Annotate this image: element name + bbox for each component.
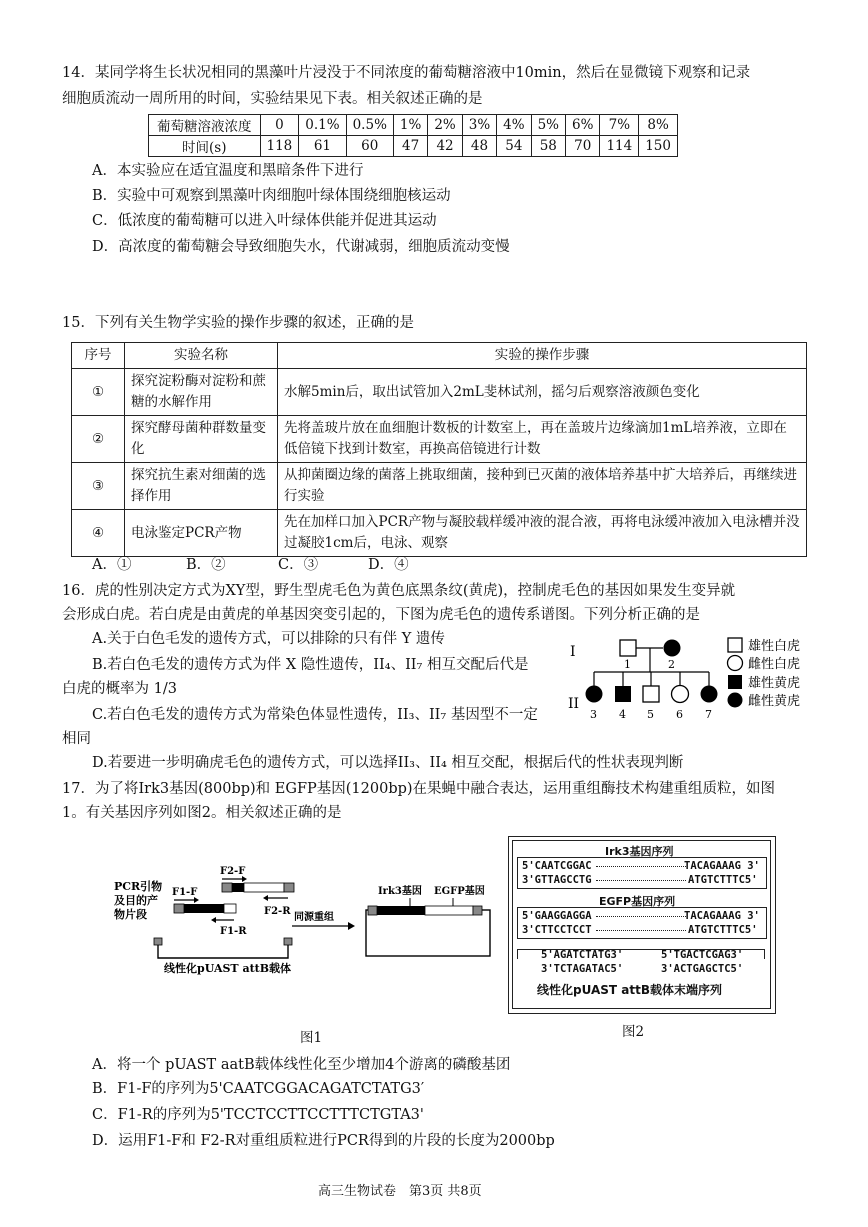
fig1-primer-f2r: F2-R [264, 906, 291, 917]
q15-header-steps: 实验的操作步骤 [278, 343, 807, 369]
fig2-egfp-top-right: TACAGAAAG 3' [684, 910, 760, 922]
pedigree-num-2: 2 [668, 658, 675, 671]
legend-female-yellow: 雌性黄虎 [748, 694, 801, 709]
q16-option-c-line2: 相同 [62, 731, 91, 747]
pedigree-gen-1: I [570, 644, 576, 660]
fig2-irk3-title: Irk3基因序列 [605, 845, 674, 858]
fig2-irk3-top-left: 5'CAATCGGAC [522, 860, 592, 872]
q17-option-b: B．F1-F的序列为5'CAATCGGACAGATCTATG3′ [92, 1081, 425, 1097]
q17-option-d: D．运用F1-F和 F2-R对重组质粒进行PCR得到的片段的长度为2000bp [92, 1133, 555, 1149]
q14-concentration-cell: 4% [497, 115, 531, 136]
page-footer: 高三生物试卷 第3页 共8页 [318, 1184, 482, 1199]
q15-row-name: 电泳鉴定PCR产物 [125, 510, 278, 557]
fig1-label-1: PCR引物 [114, 880, 163, 893]
q15-row-no: ③ [72, 463, 125, 510]
pedigree-ii4-male-yellow [615, 686, 631, 702]
fig1-label-2: 及目的产 [114, 894, 158, 907]
q16-option-b-line2: 白虎的概率为 1/3 [62, 681, 177, 697]
q14-time-cell: 114 [600, 136, 639, 157]
q14-table-head-time: 时间(s) [149, 136, 261, 157]
q16-stem-line2: 会形成白虎。若白虎是由黄虎的单基因突变引起的，下图为虎毛色的遗传系谱图。下列分析正确的是 [62, 607, 700, 623]
fig1-primer-f2f: F2-F [220, 866, 246, 877]
legend-male-yellow: 雄性黄虎 [748, 676, 801, 691]
q14-concentration-cell: 2% [428, 115, 462, 136]
pedigree-gen-2: II [568, 696, 580, 712]
pedigree-num-7: 7 [705, 708, 712, 721]
legend-female-white-icon [728, 656, 743, 671]
q15-row-steps: 从抑菌圈边缘的菌落上挑取细菌，接种到已灭菌的液体培养基中扩大培养后，再继续进行实验 [278, 463, 807, 510]
q14-time-cell: 48 [462, 136, 496, 157]
q14-option-b: B．实验中可观察到黑藻叶肉细胞叶绿体围绕细胞核运动 [92, 188, 451, 204]
q15-row-no: ① [72, 369, 125, 416]
q14-time-cell: 150 [639, 136, 678, 157]
legend-female-white: 雌性白虎 [748, 657, 801, 672]
fig2-irk3-bot-left: 3'GTTAGCCTG [522, 874, 592, 886]
q17-option-a: A．将一个 pUAST aatB载体线性化至少增加4个游离的磷酸基团 [92, 1057, 511, 1073]
q14-time-cell: 60 [346, 136, 393, 157]
pedigree-ii5-male-white [643, 686, 659, 702]
q14-stem-line2: 细胞质流动一周所用的时间，实验结果见下表。相关叙述正确的是 [62, 91, 483, 107]
q14-concentration-cell: 6% [566, 115, 600, 136]
q15-header-name: 实验名称 [125, 343, 278, 369]
q16-option-b-line1: B.若白色毛发的遗传方式为伴 X 隐性遗传，II₄、II₇ 相互交配后代是 [92, 657, 529, 673]
pedigree-num-4: 4 [619, 708, 626, 721]
q14-concentration-cell: 0.1% [299, 115, 346, 136]
q14-option-c: C．低浓度的葡萄糖可以进入叶绿体供能并促进其运动 [92, 213, 437, 229]
pedigree-num-6: 6 [676, 708, 683, 721]
q14-time-cell: 58 [531, 136, 565, 157]
table-row [72, 510, 807, 557]
fig2-caption: 图2 [622, 1024, 645, 1040]
q17-option-c: C．F1-R的序列为5'TCCTCCTTCCTTTCTGTA3' [92, 1107, 424, 1123]
q14-concentration-cell: 8% [639, 115, 678, 136]
q14-concentration-cell: 1% [393, 115, 427, 136]
q15-row-no: ④ [72, 510, 125, 557]
table-row [72, 369, 807, 416]
q15-table [71, 342, 807, 557]
q15-row-name: 探究抗生素对细菌的选择作用 [125, 463, 278, 510]
fig2-vec-title: 线性化pUAST attB载体末端序列 [537, 983, 722, 997]
q14-time-cell: 47 [393, 136, 427, 157]
pedigree-num-5: 5 [647, 708, 654, 721]
table-row [72, 416, 807, 463]
fig1-arrow-label: 同源重组 [294, 912, 334, 923]
fig2-vec-top-right: 5'TGACTCGAG3' [661, 949, 744, 961]
q14-stem-line1: 14．某同学将生长状况相同的黑藻叶片浸没于不同浓度的葡萄糖溶液中10min，然后在显微镜下观察和记录 [62, 65, 751, 81]
fig1-label-3: 物片段 [114, 908, 147, 921]
q15-choice-d: D．④ [368, 557, 409, 573]
fig2-egfp-top-left: 5'GAAGGAGGA [522, 910, 592, 922]
q15-row-name: 探究酵母菌种群数量变化 [125, 416, 278, 463]
fig2-egfp-title: EGFP基因序列 [599, 895, 676, 908]
q14-concentration-cell: 3% [462, 115, 496, 136]
q15-row-steps: 先在加样口加入PCR产物与凝胶载样缓冲液的混合液，再将电泳缓冲液加入电泳槽并没过凝胶1cm后，电泳、观察 [278, 510, 807, 557]
q15-row-no: ② [72, 416, 125, 463]
pedigree-ii3-female-yellow [586, 686, 603, 703]
q14-time-cell: 61 [299, 136, 346, 157]
fig2-egfp-bot-left: 3'CTTCCTCCT [522, 924, 592, 936]
fig2-egfp-bot-right: ATGTCTTTC5' [688, 924, 758, 936]
q14-time-cell: 70 [566, 136, 600, 157]
fig2-irk3-top-right: TACAGAAAG 3' [684, 860, 760, 872]
q15-stem: 15．下列有关生物学实验的操作步骤的叙述，正确的是 [62, 315, 414, 331]
q14-concentration-cell: 0.5% [346, 115, 393, 136]
q15-row-steps: 水解5min后，取出试管加入2mL斐林试剂，摇匀后观察溶液颜色变化 [278, 369, 807, 416]
legend-male-white: 雄性白虎 [748, 639, 801, 654]
pedigree-num-3: 3 [590, 708, 597, 721]
fig1-primer-f1r: F1-R [220, 926, 247, 937]
q14-option-d: D．高浓度的葡萄糖会导致细胞失水，代谢减弱，细胞质流动变慢 [92, 239, 510, 255]
fig1-gene-egfp: EGFP基因 [434, 886, 485, 897]
legend-male-white-icon [728, 638, 742, 652]
q16-stem-line1: 16．虎的性别决定方式为XY型，野生型虎毛色为黄色底黑条纹(黄虎)，控制虎毛色的基因如果发生变异就 [62, 583, 736, 599]
q16-option-c-line1: C.若白色毛发的遗传方式为常染色体显性遗传，II₃、II₇ 基因型不一定 [92, 707, 538, 723]
fig1-vector-label: 线性化pUAST attB载体 [164, 962, 292, 975]
q14-concentration-cell: 7% [600, 115, 639, 136]
q15-row-name: 探究淀粉酶对淀粉和蔗糖的水解作用 [125, 369, 278, 416]
q17-stem-line2: 1。有关基因序列如图2。相关叙述正确的是 [62, 805, 342, 821]
q14-option-a: A．本实验应在适宜温度和黑暗条件下进行 [92, 163, 364, 179]
pedigree-chart [562, 632, 812, 724]
fig1-caption: 图1 [300, 1030, 323, 1046]
q14-time-cell: 118 [260, 136, 299, 157]
fig2-vec-top-left: 5'AGATCTATG3' [541, 949, 624, 961]
pedigree-i1-male-white [620, 640, 636, 656]
q15-row-steps: 先将盖玻片放在血细胞计数板的计数室上，再在盖玻片边缘滴加1mL培养液，立即在低倍镜下找到计数室，再换高倍镜进行计数 [278, 416, 807, 463]
pedigree-ii6-female-white [672, 686, 689, 703]
fig2-vec-bot-left: 3'TCTAGATAC5' [541, 963, 624, 975]
q14-time-cell: 54 [497, 136, 531, 157]
q14-time-cell: 42 [428, 136, 462, 157]
q14-concentration-cell: 0 [260, 115, 299, 136]
q14-concentration-cell: 5% [531, 115, 565, 136]
q17-stem-line1: 17．为了将Irk3基因(800bp)和 EGFP基因(1200bp)在果蝇中融合表达，运用重组酶技术构建重组质粒，如图 [62, 781, 776, 797]
q16-option-d: D.若要进一步明确虎毛色的遗传方式，可以选择II₃、II₄ 相互交配，根据后代的性状表现判断 [92, 755, 684, 771]
q16-option-a: A.关于白色毛发的遗传方式，可以排除的只有伴 Y 遗传 [92, 631, 445, 647]
fig2-vec-bot-right: 3'ACTGAGCTC5' [661, 963, 744, 975]
legend-male-yellow-icon [728, 675, 742, 689]
pedigree-ii7-female-yellow [701, 686, 718, 703]
q14-table-head-concentration: 葡萄糖溶液浓度 [149, 115, 261, 136]
figure-2 [508, 836, 776, 1014]
fig2-irk3-bot-right: ATGTCTTTC5' [688, 874, 758, 886]
q15-header-no: 序号 [72, 343, 125, 369]
q15-choice-c: C．③ [278, 557, 319, 573]
legend-female-yellow-icon [728, 693, 743, 708]
pedigree-i2-female-yellow [664, 640, 681, 657]
fig1-primer-f1f: F1-F [172, 887, 198, 898]
q14-table [148, 114, 678, 157]
fig1-gene-irk3: Irk3基因 [378, 886, 422, 897]
figure-1 [108, 860, 500, 1040]
pedigree-num-1: 1 [624, 658, 631, 671]
q15-choice-a: A．① [92, 557, 132, 573]
table-row [72, 463, 807, 510]
q15-choice-b: B．② [186, 557, 226, 573]
